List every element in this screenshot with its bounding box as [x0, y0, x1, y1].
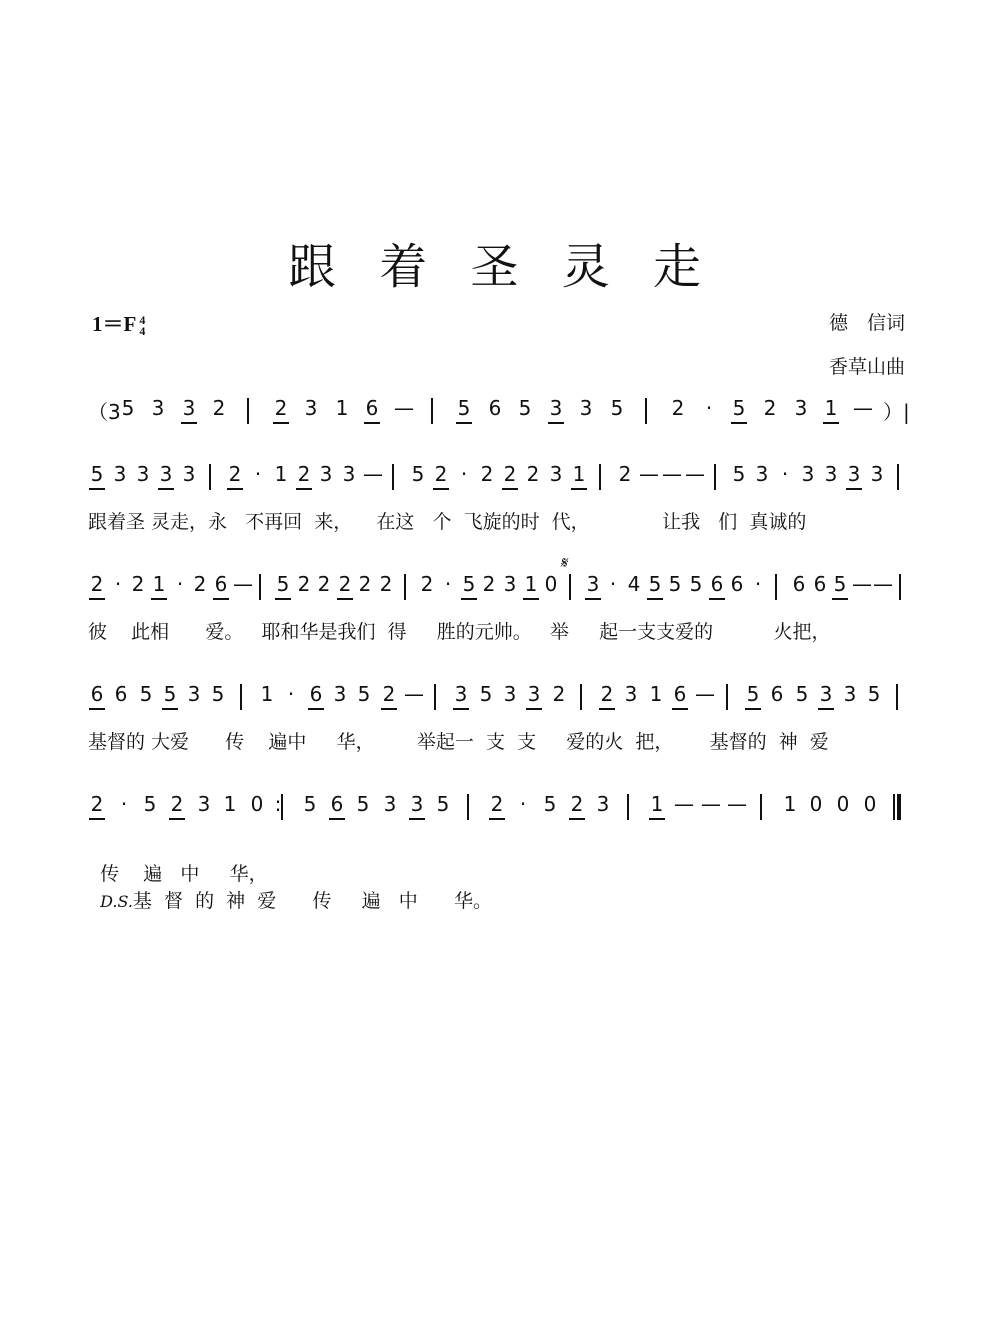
barline	[645, 398, 647, 424]
note: 3	[794, 396, 808, 420]
beam	[523, 598, 539, 600]
note: 2	[338, 572, 352, 596]
note: 1	[824, 396, 838, 420]
beam	[569, 818, 585, 820]
extension-dash: —	[363, 462, 383, 486]
notation-line-4	[88, 678, 914, 714]
extension-dash: —	[233, 572, 253, 596]
note: 5	[139, 682, 153, 706]
note: 5	[163, 682, 177, 706]
barline	[714, 464, 716, 490]
note: 6	[309, 682, 323, 706]
extension-dash: —	[394, 396, 414, 420]
beam	[89, 708, 105, 710]
beam	[548, 422, 564, 424]
note: 5	[357, 682, 371, 706]
note: 2	[297, 462, 311, 486]
beam	[461, 598, 477, 600]
note: 0	[250, 792, 264, 816]
note: 2	[131, 572, 145, 596]
beam	[364, 422, 380, 424]
note: 4	[627, 572, 641, 596]
note: 5	[411, 462, 425, 486]
note: 3	[870, 462, 884, 486]
note: 3	[579, 396, 593, 420]
note: 2	[193, 572, 207, 596]
note: 2	[228, 462, 242, 486]
note: 1	[152, 572, 166, 596]
note: 5	[303, 792, 317, 816]
barline	[775, 574, 777, 600]
time-bottom: 4	[139, 324, 146, 339]
barline	[760, 794, 762, 820]
note: 0	[836, 792, 850, 816]
barline	[259, 574, 261, 600]
barline	[627, 794, 629, 820]
note: 2	[552, 682, 566, 706]
note: 2	[482, 572, 496, 596]
note: 5	[867, 682, 881, 706]
note: 1	[649, 682, 663, 706]
beam	[453, 708, 469, 710]
beam	[745, 708, 761, 710]
beam	[571, 488, 587, 490]
note: 3	[187, 682, 201, 706]
beam	[181, 422, 197, 424]
beam	[308, 708, 324, 710]
lyrics-line-5	[88, 837, 492, 913]
beam	[672, 708, 688, 710]
barline	[431, 398, 433, 424]
note: 6	[813, 572, 827, 596]
lyrics-line-3: 彼 此相 爱。 耶和华是我们 得 胜的元帅。 举 起一支支爱的 火把，	[88, 621, 831, 643]
note: 2	[90, 792, 104, 816]
note: 2	[317, 572, 331, 596]
barline	[897, 794, 901, 820]
beam	[89, 818, 105, 820]
barline	[467, 794, 469, 820]
beam	[709, 598, 725, 600]
note: 3	[182, 462, 196, 486]
note: 3	[755, 462, 769, 486]
note: 2	[274, 396, 288, 420]
beam	[647, 598, 663, 600]
barline	[209, 464, 211, 490]
note: 3	[151, 396, 165, 420]
lyrics-line-5-a: 传 遍 中 华，	[100, 863, 268, 885]
note: 5	[143, 792, 157, 816]
repeat-dots: :	[274, 792, 282, 816]
note: 1	[783, 792, 797, 816]
note: 1	[650, 792, 664, 816]
beam	[489, 818, 505, 820]
note: 3	[136, 462, 150, 486]
note: 1	[572, 462, 586, 486]
note: 5	[211, 682, 225, 706]
beam	[296, 488, 312, 490]
note: 1	[335, 396, 349, 420]
note: 6	[365, 396, 379, 420]
barline	[392, 464, 394, 490]
note: 2	[618, 462, 632, 486]
note: 5	[610, 396, 624, 420]
beam	[832, 598, 848, 600]
note: 0	[809, 792, 823, 816]
note: 6	[488, 396, 502, 420]
augmentation-dot: ·	[114, 572, 122, 596]
note: 2	[420, 572, 434, 596]
augmentation-dot: ·	[287, 682, 295, 706]
barline	[599, 464, 601, 490]
note: 3	[801, 462, 815, 486]
extension-dash: —	[701, 792, 721, 816]
note: 3	[549, 396, 563, 420]
note: 5	[436, 792, 450, 816]
note: 2	[382, 682, 396, 706]
key-signature	[92, 308, 145, 338]
note: ）|	[883, 400, 910, 424]
note: 5	[746, 682, 760, 706]
note: 6	[673, 682, 687, 706]
note: 3	[527, 682, 541, 706]
barline	[899, 574, 901, 600]
note: 2	[503, 462, 517, 486]
note: 5	[90, 462, 104, 486]
note: 5	[479, 682, 493, 706]
note: 2	[490, 792, 504, 816]
barline	[896, 684, 898, 710]
note: 5	[518, 396, 532, 420]
note: 3	[319, 462, 333, 486]
extension-dash: —	[662, 462, 682, 486]
note: 3	[159, 462, 173, 486]
note: 3	[503, 682, 517, 706]
lyricist-credit: 德 信词	[828, 312, 905, 334]
barline	[897, 464, 899, 490]
beam	[846, 488, 862, 490]
beam	[599, 708, 615, 710]
note: 2	[763, 396, 777, 420]
beam	[151, 598, 167, 600]
composer-credit: 香草山曲	[828, 356, 905, 378]
augmentation-dot: ·	[460, 462, 468, 486]
note: 2	[526, 462, 540, 486]
note: 3	[182, 396, 196, 420]
note: 5	[276, 572, 290, 596]
note: 2	[434, 462, 448, 486]
note: 3	[624, 682, 638, 706]
key-label: 1＝F	[92, 312, 137, 336]
song-title: 跟 着 圣 灵 走	[287, 239, 716, 295]
beam	[162, 708, 178, 710]
note: 6	[770, 682, 784, 706]
time-top: 4	[139, 313, 146, 328]
note: 3	[824, 462, 838, 486]
note: 0	[544, 572, 558, 596]
extension-dash: —	[695, 682, 715, 706]
extension-dash: —	[873, 572, 893, 596]
notation-line-5	[88, 788, 914, 824]
beam	[158, 488, 174, 490]
note: 3	[819, 682, 833, 706]
note: 5	[689, 572, 703, 596]
note: 5	[795, 682, 809, 706]
beam	[649, 818, 665, 820]
note: 5	[833, 572, 847, 596]
note: 5	[732, 462, 746, 486]
extension-dash: —	[685, 462, 705, 486]
extension-dash: —	[852, 572, 872, 596]
note: 2	[379, 572, 393, 596]
beam	[433, 488, 449, 490]
beam	[89, 488, 105, 490]
augmentation-dot: ·	[519, 792, 527, 816]
note: 5	[457, 396, 471, 420]
beam	[526, 708, 542, 710]
note: 0	[863, 792, 877, 816]
note: 5	[543, 792, 557, 816]
note: 3	[113, 462, 127, 486]
beam	[585, 598, 601, 600]
note: 2	[297, 572, 311, 596]
note: 3	[454, 682, 468, 706]
note: 6	[90, 682, 104, 706]
note: 2	[570, 792, 584, 816]
beam	[213, 598, 229, 600]
note: 1	[223, 792, 237, 816]
note: 5	[356, 792, 370, 816]
beam	[731, 422, 747, 424]
note: 6	[792, 572, 806, 596]
note: 2	[90, 572, 104, 596]
barline	[434, 684, 436, 710]
note: 3	[333, 682, 347, 706]
note: 1	[260, 682, 274, 706]
extension-dash: —	[639, 462, 659, 486]
note: 1	[274, 462, 288, 486]
notation-line-3	[88, 568, 914, 604]
augmentation-dot: ·	[781, 462, 789, 486]
extension-dash: —	[674, 792, 694, 816]
barline	[580, 684, 582, 710]
augmentation-dot: ·	[254, 462, 262, 486]
note: 3	[304, 396, 318, 420]
lyrics-line-2: 跟着圣 灵走，永 不再回 来， 在这 个 飞旋的时 代， 让我 们 真诚的	[88, 511, 807, 533]
note: 3	[549, 462, 563, 486]
extension-dash: —	[853, 396, 873, 420]
note: 2	[170, 792, 184, 816]
barline	[893, 794, 895, 820]
note: 6	[730, 572, 744, 596]
beam	[169, 818, 185, 820]
beam	[502, 488, 518, 490]
time-signature	[139, 315, 145, 337]
note: （3	[88, 400, 121, 424]
notation-line-2	[88, 458, 914, 494]
note: 5	[462, 572, 476, 596]
note: 6	[114, 682, 128, 706]
beam	[456, 422, 472, 424]
notation-line-1	[88, 392, 914, 428]
note: 2	[600, 682, 614, 706]
augmentation-dot: ·	[754, 572, 762, 596]
beam	[409, 818, 425, 820]
note: 6	[710, 572, 724, 596]
lyrics-line-5-b: 基 督 的 神 爱 传 遍 中 华。	[132, 890, 493, 912]
beam	[823, 422, 839, 424]
note: 6	[330, 792, 344, 816]
augmentation-dot: ·	[609, 572, 617, 596]
augmentation-dot: ·	[705, 396, 713, 420]
barline	[240, 684, 242, 710]
lyrics-line-4: 基督的 大爱 传 遍中 华， 举起一 支 支 爱的火 把， 基督的 神 爱	[88, 731, 829, 753]
barline	[404, 574, 406, 600]
beam	[89, 598, 105, 600]
note: 5	[732, 396, 746, 420]
beam	[818, 708, 834, 710]
beam	[273, 422, 289, 424]
beam	[381, 708, 397, 710]
augmentation-dot: ·	[444, 572, 452, 596]
note: 3	[410, 792, 424, 816]
note: 3	[383, 792, 397, 816]
note: 3	[342, 462, 356, 486]
note: 5	[121, 396, 135, 420]
beam	[337, 598, 353, 600]
extension-dash: —	[404, 682, 424, 706]
note: 3	[847, 462, 861, 486]
note: 2	[358, 572, 372, 596]
note: 6	[214, 572, 228, 596]
note: 3	[586, 572, 600, 596]
barline	[247, 398, 249, 424]
note: 1	[524, 572, 538, 596]
beam	[329, 818, 345, 820]
note: 3	[843, 682, 857, 706]
note: 2	[671, 396, 685, 420]
beam	[227, 488, 243, 490]
barline	[726, 684, 728, 710]
note: 2	[212, 396, 226, 420]
beam	[275, 598, 291, 600]
note: 3	[503, 572, 517, 596]
barline	[569, 574, 571, 600]
note: 2	[480, 462, 494, 486]
segno-sign: 𝄋	[560, 553, 567, 572]
extension-dash: —	[727, 792, 747, 816]
dal-segno-label: D.S.	[100, 892, 133, 911]
note: 5	[648, 572, 662, 596]
augmentation-dot: ·	[120, 792, 128, 816]
note: 3	[197, 792, 211, 816]
augmentation-dot: ·	[176, 572, 184, 596]
note: 5	[668, 572, 682, 596]
note: 3	[596, 792, 610, 816]
